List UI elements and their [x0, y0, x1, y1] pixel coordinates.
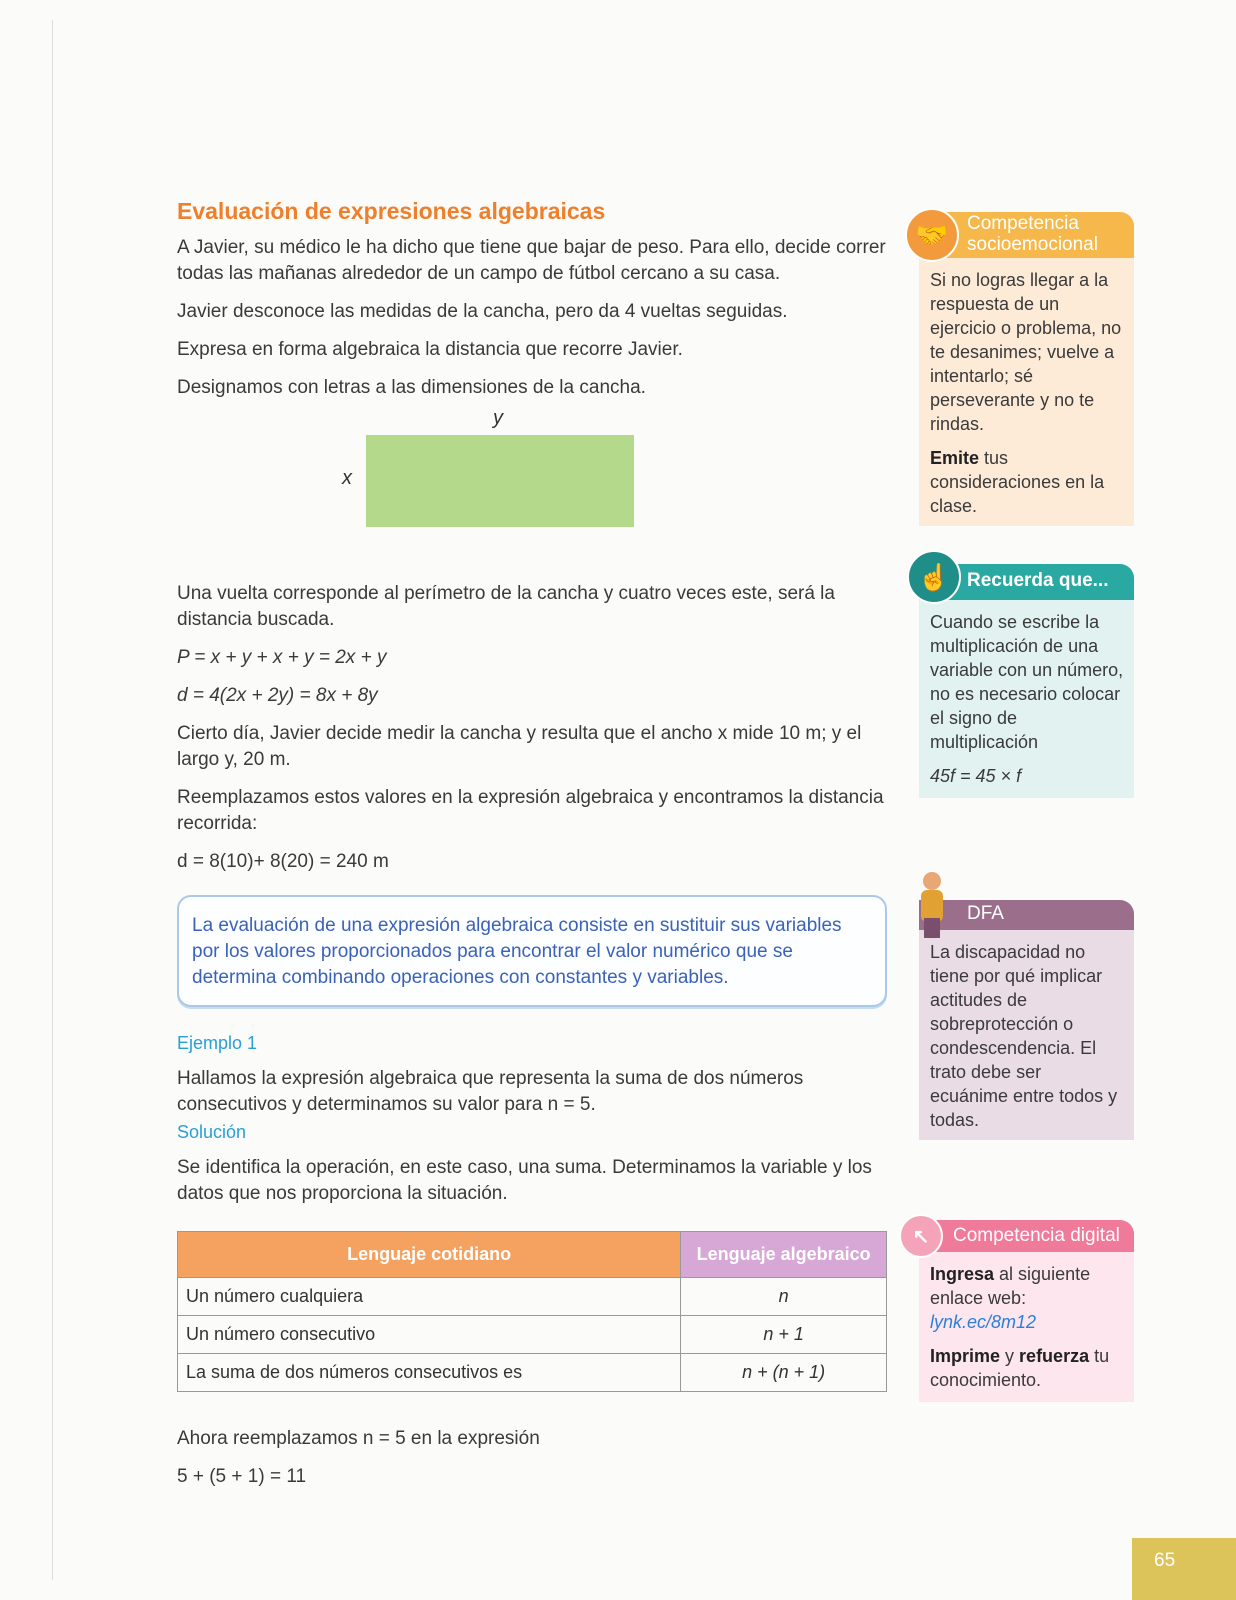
socioemotional-header — [915, 212, 1134, 258]
table-header-cotidiano: Lenguaje cotidiano — [178, 1232, 681, 1278]
dfa-title: DFA — [967, 903, 1004, 924]
socioemotional-box — [915, 212, 1134, 526]
table-cell: n + (n + 1) — [681, 1354, 887, 1392]
digital-ingresa — [930, 1262, 1124, 1310]
socioemotional-title-1: Competencia — [967, 213, 1079, 234]
page-spine-line — [52, 20, 53, 1580]
perimeter-paragraph: Una vuelta corresponde al perímetro de la cancha y cuatro veces este, será la distancia buscada. — [177, 583, 835, 630]
digital-imprime — [930, 1344, 1124, 1392]
recuerda-box — [917, 561, 1134, 798]
language-table — [177, 1231, 887, 1392]
equation-result: d = 8(10)+ 8(20) = 240 m — [177, 851, 389, 872]
final-paragraph: Ahora reemplazamos n = 5 en la expresión — [177, 1428, 540, 1449]
replace-paragraph: Reemplazamos estos valores en la expresión algebraica y encontramos la distancia recorrida: — [177, 787, 884, 834]
emite-bold: Emite — [930, 448, 980, 468]
digital-title: Competencia digital — [953, 1225, 1120, 1246]
cursor-icon: ↖ — [899, 1214, 943, 1258]
recuerda-formula: 45f = 45 × f — [930, 766, 1022, 786]
refuerza-bold: refuerza — [1019, 1346, 1090, 1366]
recuerda-body — [919, 600, 1134, 798]
field-diagram — [177, 407, 887, 567]
table-header-row — [178, 1232, 887, 1278]
ingresa-rest: al siguiente enlace web: — [930, 1264, 1091, 1308]
table-cell: n + 1 — [681, 1316, 887, 1354]
socioemotional-text: Si no logras llegar a la respuesta de un ejercicio o problema, no te desanimes; vuelve a intentarlo; sé perseverante y no te rindas. — [930, 270, 1122, 434]
measure-paragraph: Cierto día, Javier decide medir la cancha y resulta que el ancho x mide 10 m; y el largo y, 20 m. — [177, 723, 862, 770]
section-title: Evaluación de expresiones algebraicas — [177, 198, 606, 224]
socioemotional-emite — [930, 446, 1124, 518]
digital-link[interactable]: lynk.ec/8m12 — [930, 1312, 1037, 1332]
definition-box: La evaluación de una expresión algebraica consiste en sustituir sus variables por los valores proporcionados para encontrar el valor numérico que se determina combinando operaciones con constantes y variables. — [177, 895, 887, 1007]
field-label-x: x — [342, 467, 352, 489]
intro-paragraph-2: Javier desconoce las medidas de la cancha, pero da 4 vueltas seguidas. — [177, 301, 788, 322]
main-column — [177, 198, 887, 1490]
equation-perimeter: P = x + y + x + y = 2x + y — [177, 647, 387, 668]
dfa-body — [919, 930, 1134, 1140]
intro-paragraph-3: Expresa en forma algebraica la distancia que recorre Javier. — [177, 339, 683, 360]
page-number: 65 — [1132, 1538, 1236, 1600]
emite-rest: tus consideraciones en la clase. — [930, 448, 1105, 516]
dfa-header — [919, 900, 1134, 930]
dfa-box — [919, 900, 1134, 1140]
equation-distance: d = 4(2x + 2y) = 8x + 8y — [177, 685, 378, 706]
table-row — [178, 1316, 887, 1354]
dfa-text: La discapacidad no tiene por qué implicar actitudes de sobreprotección o condescendencia. El trato debe ser ecuánime entre todos y todas. — [930, 942, 1118, 1130]
table-cell: Un número consecutivo — [178, 1316, 681, 1354]
field-rectangle — [366, 435, 634, 527]
field-label-y: y — [493, 407, 503, 429]
imprime-bold: Imprime — [930, 1346, 1001, 1366]
recuerda-header — [917, 561, 1134, 600]
digital-box — [912, 1220, 1134, 1402]
digital-body — [919, 1252, 1134, 1402]
table-cell: La suma de dos números consecutivos es — [178, 1354, 681, 1392]
socioemotional-title-2: socioemocional — [967, 234, 1098, 255]
socioemotional-body — [919, 258, 1134, 526]
solution-title: Solución — [177, 1122, 247, 1142]
digital-header — [912, 1220, 1134, 1252]
digital-tail: tu conocimiento. — [930, 1346, 1110, 1390]
table-cell: n — [681, 1278, 887, 1316]
finger-reminder-icon: ☝ — [907, 550, 961, 604]
solution-text: Se identifica la operación, en este caso, una suma. Determinamos la variable y los datos que nos proporciona la situación. — [177, 1157, 872, 1204]
recuerda-title: Recuerda que... — [967, 570, 1109, 591]
person-icon — [917, 872, 947, 940]
recuerda-text: Cuando se escribe la multiplicación de una variable con un número, no es necesario colocar el signo de multiplicación — [930, 612, 1124, 752]
y-text: y — [1000, 1346, 1020, 1366]
ingresa-bold: Ingresa — [930, 1264, 995, 1284]
final-equation: 5 + (5 + 1) = 11 — [177, 1466, 307, 1487]
handshake-icon: 🤝 — [905, 208, 959, 262]
example-title: Ejemplo 1 — [177, 1033, 258, 1053]
table-row — [178, 1354, 887, 1392]
intro-paragraph-1: A Javier, su médico le ha dicho que tiene que bajar de peso. Para ello, decide correr todas las mañanas alrededor de un campo de fútbol cercano a su casa. — [177, 237, 886, 284]
intro-paragraph-4: Designamos con letras a las dimensiones de la cancha. — [177, 377, 646, 398]
table-header-algebraico: Lenguaje algebraico — [681, 1232, 887, 1278]
table-row — [178, 1278, 887, 1316]
table-cell: Un número cualquiera — [178, 1278, 681, 1316]
example-text: Hallamos la expresión algebraica que representa la suma de dos números consecutivos y determinamos su valor para n = 5. — [177, 1068, 804, 1115]
